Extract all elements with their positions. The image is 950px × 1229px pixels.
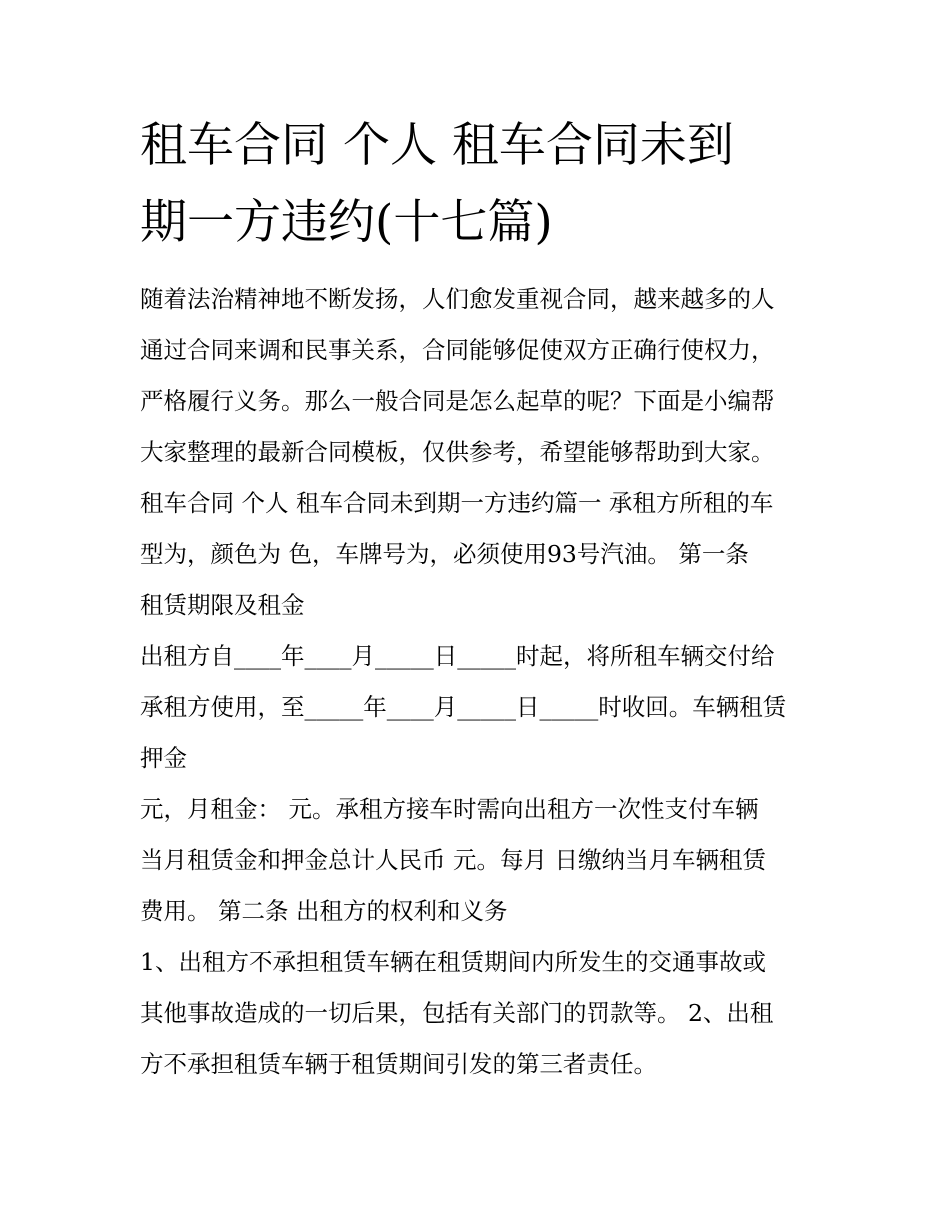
body-line: 租车合同 个人 租车合同未到期一方违约篇一 承租方所租的车 (140, 489, 774, 517)
body-line: 严格履行义务。那么一般合同是怎么起草的呢？下面是小编帮 (140, 387, 775, 415)
body-line: 1、出租方不承担租赁车辆在租赁期间内所发生的交通事故或 (140, 948, 766, 976)
body-line: 型为，颜色为 色，车牌号为，必须使用93号汽油。 第一条 (140, 540, 749, 568)
body-line: 租赁期限及租金 (140, 591, 305, 619)
body-line: 方不承担租赁车辆于租赁期间引发的第三者责任。 (140, 1050, 657, 1078)
body-line: 承租方使用，至_____年____月_____日_____时收回。车辆租赁 (140, 693, 787, 721)
body-line: 随着法治精神地不断发扬，人们愈发重视合同，越来越多的人 (140, 285, 775, 313)
body-line: 元，月租金： 元。承租方接车时需向出租方一次性支付车辆 (140, 795, 759, 823)
body-line: 押金 (140, 744, 187, 772)
body-line: 出租方自____年____月_____日_____时起，将所租车辆交付给 (140, 642, 775, 670)
document-title-line-2: 期一方违约(十七篇) (140, 195, 553, 250)
document-title-line-1: 租车合同 个人 租车合同未到 (140, 118, 734, 173)
body-line: 费用。 第二条 出租方的权利和义务 (140, 897, 508, 925)
body-line: 当月租赁金和押金总计人民币 元。每月 日缴纳当月车辆租赁 (140, 846, 766, 874)
body-line: 通过合同来调和民事关系，合同能够促使双方正确行使权力， (140, 336, 775, 364)
body-line: 其他事故造成的一切后果，包括有关部门的罚款等。 2、出租 (140, 999, 774, 1027)
body-line: 大家整理的最新合同模板，仅供参考，希望能够帮助到大家。 (140, 438, 775, 466)
